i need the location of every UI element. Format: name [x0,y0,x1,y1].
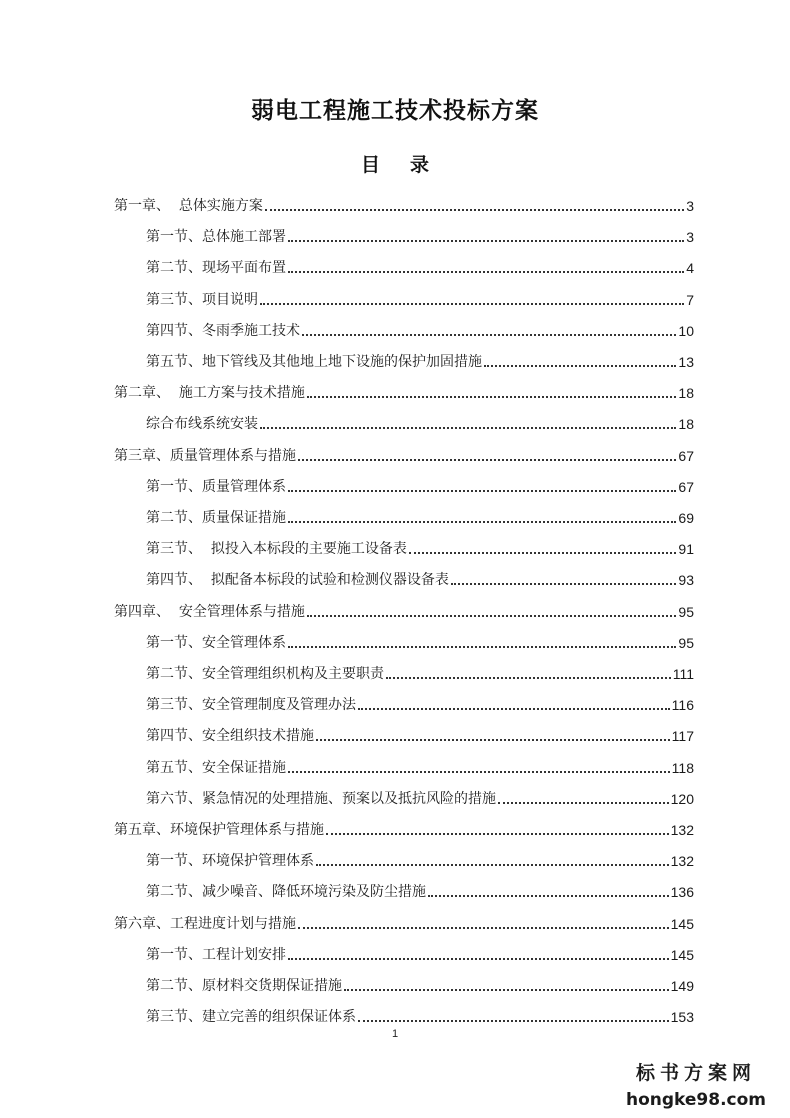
toc-entry-page: 4 [686,260,694,276]
toc-dot-leader [288,770,670,773]
toc-entry-page: 67 [678,479,694,495]
toc-dot-leader [260,426,676,429]
toc-entry-label: 第一章、 总体实施方案 [114,198,263,214]
toc-entry-page: 95 [678,635,694,651]
toc-entry-page: 69 [678,510,694,526]
toc-dot-leader [265,208,684,211]
toc-entry-page: 149 [670,978,694,994]
toc-entry-label: 第三节、建立完善的组织保证体系 [146,1009,356,1025]
page-number: 1 [391,1028,399,1040]
toc-entry-label: 第二节、减少噪音、降低环境污染及防尘措施 [146,884,426,900]
toc-entry-page: 93 [678,572,694,588]
toc-dot-leader [498,801,669,804]
toc-section-entry[interactable] [146,722,694,746]
toc-entry-page: 153 [670,1009,694,1025]
toc-entry-label: 第二节、现场平面布置 [146,260,286,276]
toc-dot-leader [358,707,670,710]
toc-entry-label: 第三章、质量管理体系与措施 [114,448,296,464]
toc-section-entry[interactable] [146,254,694,278]
toc-entry-label: 第五节、地下管线及其他地上地下设施的保护加固措施 [146,354,482,370]
toc-entry-page: 18 [678,416,694,432]
watermark-name: 标书方案网 [635,1062,756,1084]
toc-entry-page: 3 [686,229,694,245]
toc-section-entry[interactable] [146,223,694,247]
toc-dot-leader [288,957,669,960]
toc-entry-label: 第三节、安全管理制度及管理办法 [146,697,356,713]
toc-entry-label: 第一节、工程计划安排 [146,947,286,963]
toc-section-entry[interactable] [146,348,694,372]
toc-section-entry[interactable] [146,754,694,778]
toc-chapter-entry[interactable] [114,192,694,216]
toc-section-entry[interactable] [146,847,694,871]
toc-entry-label: 第一节、环境保护管理体系 [146,853,314,869]
toc-section-entry[interactable] [146,1003,694,1027]
toc-section-entry[interactable] [146,410,694,434]
toc-entry-page: 67 [678,448,694,464]
toc-section-entry[interactable] [146,504,694,528]
toc-entry-label: 第二章、 施工方案与技术措施 [114,385,305,401]
toc-entry-page: 117 [671,728,694,744]
toc-section-entry[interactable] [146,972,694,996]
toc-entry-label: 第四章、 安全管理体系与措施 [114,604,305,620]
toc-heading-left: 目 [360,154,380,176]
toc-entry-label: 第六章、工程进度计划与措施 [114,916,296,932]
toc-dot-leader [344,988,669,991]
toc-entry-page: 132 [670,853,694,869]
toc-chapter-entry[interactable] [114,442,694,466]
toc-entry-page: 136 [670,884,694,900]
toc-entry-label: 第五章、环境保护管理体系与措施 [114,822,324,838]
watermark-url: hongke98.com [625,1090,767,1110]
toc-chapter-entry[interactable] [114,910,694,934]
toc-entry-page: 7 [686,292,694,308]
toc-entry-label: 第四节、安全组织技术措施 [146,728,314,744]
toc-entry-page: 145 [670,916,694,932]
toc-dot-leader [409,551,677,554]
toc-entry-label: 第三节、项目说明 [146,292,258,308]
toc-entry-page: 13 [678,354,694,370]
toc-dot-leader [260,302,684,305]
toc-heading [0,150,790,177]
toc-section-entry[interactable] [146,878,694,902]
toc-entry-page: 120 [670,791,694,807]
toc-entry-label: 第二节、安全管理组织机构及主要职责 [146,666,384,682]
toc-dot-leader [316,863,669,866]
toc-entry-label: 第二节、原材料交货期保证措施 [146,978,342,994]
toc-entry-label: 第五节、安全保证措施 [146,760,286,776]
toc-dot-leader [288,270,684,273]
toc-dot-leader [484,364,676,367]
toc-section-entry[interactable] [146,317,694,341]
toc-section-entry[interactable] [146,286,694,310]
toc-entry-label: 第三节、 拟投入本标段的主要施工设备表 [146,541,407,557]
toc-entry-label: 第一节、质量管理体系 [146,479,286,495]
toc-entry-label: 综合布线系统安装 [146,416,258,432]
toc-dot-leader [428,894,669,897]
toc-dot-leader [451,582,677,585]
toc-entry-page: 91 [678,541,694,557]
toc-entry-page: 132 [670,822,694,838]
toc-entry-label: 第六节、紧急情况的处理措施、预案以及抵抗风险的措施 [146,791,496,807]
toc-section-entry[interactable] [146,629,694,653]
toc-entry-label: 第四节、 拟配备本标段的试验和检测仪器设备表 [146,572,449,588]
toc-entry-page: 18 [678,385,694,401]
toc-section-entry[interactable] [146,566,694,590]
toc-dot-leader [288,239,684,242]
toc-dot-leader [307,395,677,398]
toc-dot-leader [298,926,669,929]
toc-chapter-entry[interactable] [114,379,694,403]
toc-chapter-entry[interactable] [114,598,694,622]
toc-section-entry[interactable] [146,691,694,715]
toc-dot-leader [302,333,676,336]
toc-dot-leader [307,614,677,617]
toc-section-entry[interactable] [146,660,694,684]
toc-dot-leader [316,738,670,741]
toc-section-entry[interactable] [146,941,694,965]
toc-entry-page: 145 [670,947,694,963]
toc-section-entry[interactable] [146,785,694,809]
toc-entry-label: 第一节、安全管理体系 [146,635,286,651]
toc-entry-label: 第四节、冬雨季施工技术 [146,323,300,339]
toc-entry-page: 111 [672,666,694,682]
toc-dot-leader [298,458,676,461]
toc-chapter-entry[interactable] [114,816,694,840]
toc-entry-page: 118 [671,760,694,776]
toc-dot-leader [288,645,676,648]
toc-entry-page: 10 [678,323,694,339]
document-title: 弱电工程施工技术投标方案 [251,98,539,124]
toc-dot-leader [288,489,676,492]
toc-entry-page: 95 [678,604,694,620]
toc-section-entry[interactable] [146,535,694,559]
toc-dot-leader [326,832,669,835]
toc-dot-leader [386,676,671,679]
toc-section-entry[interactable] [146,473,694,497]
toc-heading-right: 录 [410,154,430,176]
toc-dot-leader [288,520,676,523]
toc-entry-page: 3 [686,198,694,214]
toc-dot-leader [358,1019,669,1022]
toc-entry-label: 第一节、总体施工部署 [146,229,286,245]
toc-entry-page: 116 [671,697,694,713]
watermark [616,1058,776,1112]
toc-entry-label: 第二节、质量保证措施 [146,510,286,526]
